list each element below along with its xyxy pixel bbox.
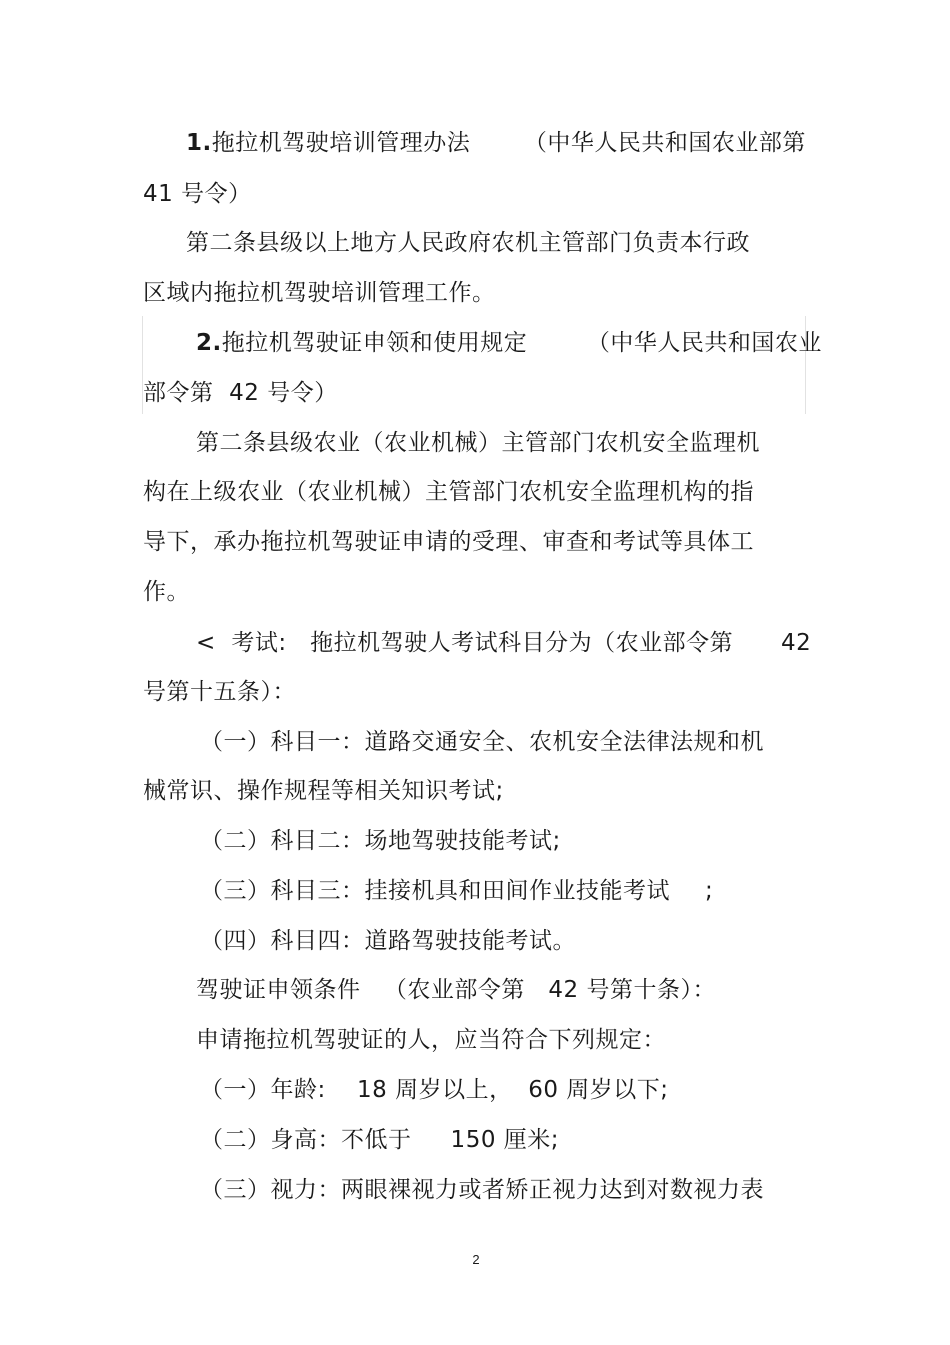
subject-4: （四）科目四：道路驾驶技能考试。 (200, 928, 576, 954)
section-2-source: （中华人民共和国农业 (586, 330, 822, 356)
section-2-source-continued: 部令第 42 号令） (143, 380, 338, 406)
section-2-heading (196, 328, 822, 358)
section-1-heading (186, 128, 806, 158)
paragraph-2-line-1: 第二条县级农业（农业机械）主管部门农机安全监理机 (196, 430, 760, 456)
subject-2: （二）科目二：场地驾驶技能考试; (200, 828, 561, 854)
subject-1-line-1: （一）科目一：道路交通安全、农机安全法律法规和机 (200, 729, 764, 755)
condition-age: （一）年龄: 18 周岁以上， 60 周岁以下; (200, 1077, 669, 1103)
paragraph-2-line-3: 导下，承办拖拉机驾驶证申请的受理、审查和考试等具体工 (143, 529, 754, 555)
section-2-number: 2. (196, 330, 222, 356)
exam-line-1: < 考试: 拖拉机驾驶人考试科目分为（农业部令第 (196, 630, 734, 656)
paragraph-2-line-2: 构在上级农业（农业机械）主管部门农机安全监理机构的指 (143, 479, 754, 505)
exam-line-1-number: 42 (781, 630, 812, 656)
subject-1-line-2: 械常识、操作规程等相关知识考试; (143, 778, 504, 804)
section-1-number: 1. (186, 130, 212, 156)
conditions-intro: 申请拖拉机驾驶证的人，应当符合下列规定： (196, 1027, 666, 1053)
paragraph-1-line-2: 区域内拖拉机驾驶培训管理工作。 (143, 280, 496, 306)
exam-line-2: 号第十五条）： (143, 679, 296, 705)
subject-3-semicolon: ; (705, 878, 714, 904)
subject-3: （三）科目三：挂接机具和田间作业技能考试 (200, 878, 670, 904)
page-number: 2 (472, 1252, 480, 1267)
condition-height: （二）身高：不低于 150 厘米; (200, 1127, 560, 1153)
paragraph-1-line-1: 第二条县级以上地方人民政府农机主管部门负责本行政 (186, 230, 750, 256)
condition-vision: （三）视力：两眼裸视力或者矫正视力达到对数视力表 (200, 1177, 764, 1203)
paragraph-2-line-4: 作。 (143, 579, 190, 605)
conditions-heading: 驾驶证申领条件 （农业部令第 42 号第十条）： (196, 977, 716, 1003)
section-1-source-continued: 41 号令） (143, 181, 252, 207)
section-1-title: 拖拉机驾驶培训管理办法 (211, 130, 471, 156)
section-1-source: （中华人民共和国农业部第 (523, 130, 806, 156)
section-2-title: 拖拉机驾驶证申领和使用规定 (221, 330, 528, 356)
